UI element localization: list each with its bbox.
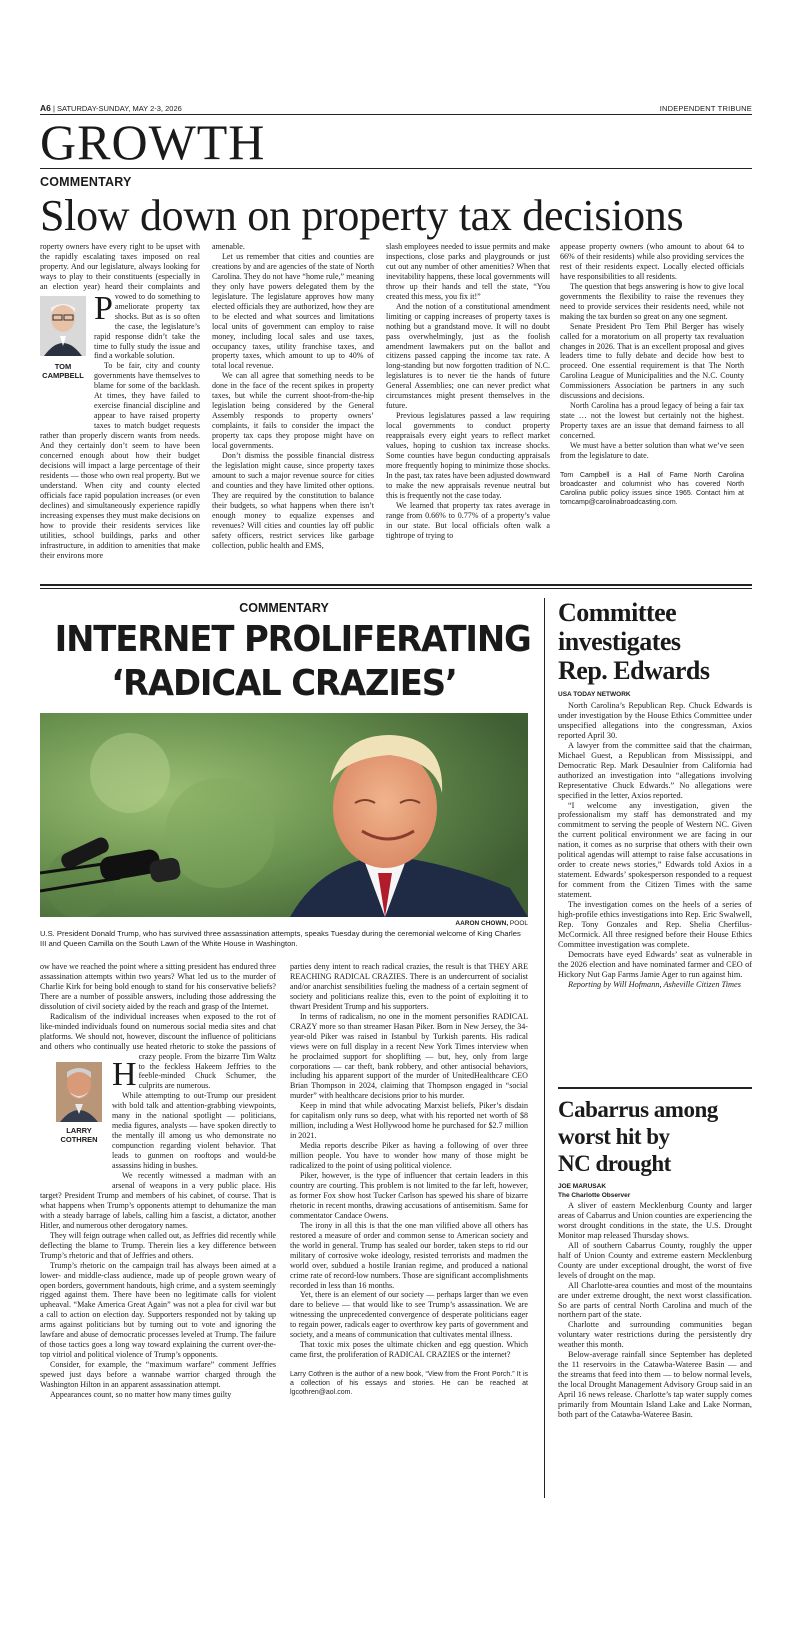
column-divider [544,598,545,1498]
story1-paragraph: slash employees needed to issue permits and make inspections, close parks and playgrounds or just cut out any number of other amenities? When that inevitability happens, these local governments will throw up their hands and tell the state, “You created this mess, you fix it!” [386,242,550,301]
newspaper-page [40,0,752,1638]
story2-col1-text: ow have we reached the point where a sitting president has endured three assassination attempts within two years? What led us to the murder of Charlie Kirk for being bold enough to stand for his conservative beliefs? There are a number of possible answers, including those addressing the dissolution of civil society aided by the reach and grasp of the Internet. [40,962,276,1011]
story1-paragraph: To be fair, city and county governments have themselves to blame for some of the backlash. At times, they have failed to exercise financial discipline and appear to have raised property taxes to match budget requests rather than properly discern wants from needs. And they certainly don’t seem to have been concerned enough about how their budget decisions will impact a large percentage of their residents — those who own real property. But we understand. When city and county elected officials face rapid population increases (or even declines) and simultaneously experience rapidly increasing expenses they must make decisions on how to provide their residents services like utilities, school buildings, parks and other infrastructure, in addition to amenities that make their environs more [40,361,200,560]
story1-column-4 [560,242,744,582]
story1-paragraph: We must have a better solution than what we’ve seen from the legislature to date. [560,441,744,461]
paper-name: INDEPENDENT TRIBUNE [659,104,752,113]
story1-paragraph: Previous legislatures passed a law requiring local governments to conduct property reappraisals every eight years to reflect market values, hoping to cushion tax increase shocks. Some counties have begun conducting appraisals more frequently hoping to minimize those shocks. In the past, tax rates have been adjusted downward to make the new appraisals revenue neutral but this is frequently not the case today. [386,411,550,500]
story2-headline-line-1: INTERNET PROLIFERATING [54,619,531,660]
story3-paragraph: “I welcome any investigation, given the professionalism my staff has demonstrated and my commitment to serving the people of Western NC. Given the current political environment we are facing in our nation, it comes as no surprise that others with their own political agendas will attempt to raise false accusations in order to create news stories,” Edwards told Axios in a statement. Edwards’ spokesperson responded to a request for comment from the Citizen Times with the same statement. [558,800,752,900]
story4-headline-line-3: NC drought [558,1151,671,1176]
story3-paragraph: The investigation comes on the heels of a series of high-profile ethics investigations into Rep. Eric Swalwell, Rep. Tony Gonzales and Rep. Shelia Cherfilus-McCormick. All three resigned before their House Ethics Committee investigation was complete. [558,900,752,949]
story3-byline: USA TODAY NETWORK [558,691,631,698]
story2-paragraph: Radicalism of the individual increases when exposed to the rot of like-minded individuals found on numerous social media sites and chat platforms. We should not, however, discount the influence of politicians and others who continually use heated rhetoric to stoke the passions of crazy people. From the bizarre Tim Waltz to the feckless Hakeem Jeffries to the feeble-minded Chuck Schumer, the culprits are numerous. [40,1011,276,1091]
story2-column-1 [40,962,276,1502]
story1-column-3 [386,242,550,582]
page-divider-thin [40,588,752,589]
larry-cothren-headshot [56,1062,102,1122]
story4-headline-line-2: worst hit by [558,1124,670,1149]
tom-campbell-bio: Tom Campbell is a Hall of Fame North Carolina broadcaster and columnist who has covered North Carolina public policy issues since 1965. Contact him at tomcamp@carolinabroadcasting.com. [560,471,744,506]
story2-dropcap: H [112,1056,137,1093]
story2-column-2 [290,962,528,1502]
story3-headline-line-1: Committee [558,598,677,627]
story4-paragraph: Below-average rainfall since September has depleted the 11 reservoirs in the Catawba-Wateree Basin — and the streams that feed into them — to below normal levels, the local Drought Management Advisory Group said in an April 16 news release. Charlotte’s tap water supply comes primarily from Mountain Island Lake and Lake Norman, both part of the Catawba-Wateree Basin. [558,1350,752,1420]
photo-caption: U.S. President Donald Trump, who has survived three assassination attempts, speaks Tuesday during the ceremonial welcome of King Charles III and Queen Camilla on the South Lawn of the White House in Washington. [40,929,521,948]
story2-paragraph: Piker, however, is the type of influencer that certain leaders in this country are courting. This problem is not limited to the far left, however, as former Fox show host Tucker Carlson has spewed his share of bizarre rhetoric in recent months, drawing accusations of antisemitism. Same for commentator Candace Owens. [290,1171,528,1220]
photo-credit-name: AARON CHOWN, [455,920,509,927]
story2-headline [54,618,531,706]
story1-paragraph: Don’t dismiss the possible financial distress the legislation might cause, since property taxes amount to such a major revenue source for cities and counties and they have limited other options. They are required by the constitution to balance their budgets, so what happens when there isn’t enough money to equalize expenses and revenues? Will cities and counties lay off public safety officers, restrict services like garbage collection, public health and EMS, [212,451,374,550]
story2-paragraph: Keep in mind that while advocating Marxist beliefs, Piker’s disdain for capitalism only runs so deep, what with his reported net worth of $8 million, including a West Hollywood home he purchased for $2.7 million in 2021. [290,1101,528,1141]
story2-paragraph: They will feign outrage when called out, as Jeffries did recently while deflecting the blame to Trump. Therein lies a key difference between Trump’s rhetoric and that of Jeffries and others. [40,1230,276,1260]
story2-paragraph: Consider, for example, the “maximum warfare” comment Jeffries spewed just days before a wannabe warrior charged through the Washington Hilton in an apparent assassination attempt. [40,1360,276,1390]
folio-date: SATURDAY-SUNDAY, MAY 2-3, 2026 [57,104,182,113]
story2-paragraph: In terms of radicalism, no one in the moment personifies RADICAL CRAZY more so than streamer Hasan Piker. Born in New Jersey, the 34-year-old Piker was raised in Istanbul by Turkish parents. His radical views were on full display in a recent New York Times interview when he proclaimed support for shoplifting — but, hey, only from large corporations — car theft, bank robbery, and other antisocial behaviors, including his apparent support of the murder of UnitedHealthcare CEO Brian Thompson in 2024, claiming that Thompson engaged in “social murder” with healthcare decisions prior to his murder. [290,1011,528,1101]
story2-paragraph: Media reports describe Piker as having a following of over three million people. You have to wonder how many of those might be radicalized to the point of using political violence. [290,1141,528,1171]
tom-campbell-headshot [40,296,86,356]
story4-paragraph: A sliver of eastern Mecklenburg County and larger areas of Cabarrus and Union counties are experiencing the worst drought conditions in the state, the U.S. Drought Monitor map released Thursday shows. [558,1201,752,1240]
story4-headline [558,1096,752,1177]
story4-byline [558,1182,630,1200]
story3-paragraph: Democrats have eyed Edwards’ seat as vulnerable in the 2026 election and have nominated farmer and CEO of Hickory Nut Gap Farms Jamie Ager to run against him. [558,949,752,979]
story3-body [558,701,752,1083]
story2-paragraph: While attempting to out-Trump our president with bold talk and attention-grabbing viewpoints, many in the national spotlight — politicians, media figures, analysts — have spoken directly to the mentally ill among us who demonstrate no compunction regarding violent behavior. That leads to gunmen on rooftops and would-be assassins hiding in bushes. [112,1091,276,1171]
story2-paragraph: Appearances count, so no matter how many times guilty [50,1389,232,1399]
story1-paragraph: North Carolina has a proud legacy of being a fair tax state … not the lowest but certainly not the highest. Property taxes are an issue that demand fairness to all concerned. [560,401,744,441]
story2-kicker: COMMENTARY [239,601,329,615]
story1-paragraph: We learned that property tax rates average in range from 0.66% to 0.77% of a property’s value in our state. But local officials often walk a tightrope of trying to [386,500,550,540]
story3-headline-line-3: Rep. Edwards [558,656,710,685]
story4-paragraph: Charlotte and surrounding communities began voluntary water restrictions during the persistently dry weather this month. [558,1320,752,1350]
photo-illustration [40,713,528,917]
story3-paragraph: A lawyer from the committee said that the chairman, Michael Guest, a Republican from Mississippi, and Democratic Rep. Mark Desaulnier from California had authorized an investigation into “allegations involving Representative Chuck Edwards.” No allegations were specified in the letter, Axios reported. [558,740,752,800]
page-number: A6 [40,103,51,113]
story1-dropcap: P [94,290,113,327]
trump-photo [40,713,528,917]
larry-cothren-name [54,1126,104,1144]
story2-headline-line-2: ‘RADICAL CRAZIES’ [111,663,457,704]
folio-separator: | [52,104,58,113]
story1-column-1 [40,242,200,582]
story4-body [558,1201,752,1501]
story2-paragraph: Yet, there is an element of our society — perhaps larger than we even dare to believe — that would like to see Trump’s assassination. We are witnessing the unprecedented convergence of desperate politicians eager to regain power, radicals eager to overthrow key parts of government and society, and a means of communication that cultivates mental illness. [290,1290,528,1340]
story1-paragraph: The question that begs answering is how to give local governments the flexibility to raise the revenues they need to provide services their residents need, while not making the tax burden so great on any one segment. [560,281,744,321]
story1-paragraph: amenable. [212,242,245,251]
tom-campbell-name [38,362,88,380]
story1-headline: Slow down on property tax decisions [40,191,684,240]
story2-paragraph: That toxic mix poses the ultimate chicken and egg question. Which came first, the proliferation of RADICAL CRAZIES or the internet? [290,1340,528,1360]
story1-paragraph: appease property owners (who amount to about 64 to 66% of their residents) while also providing services the rest of their residents expect. Locally elected officials have responsibilities to all residents. [560,242,744,281]
story1-kicker: COMMENTARY [40,175,132,189]
author-last-name: CAMPBELL [42,371,84,380]
author-last-name: COTHREN [60,1135,98,1144]
story3-paragraph: North Carolina’s Republican Rep. Chuck Edwards is under investigation by the House Ethics Committee under unspecified allegations into the congressman, Axios reported April 30. [558,701,752,740]
story1-column-2 [212,242,374,582]
photo-credit-org: POOL [508,920,528,927]
section-rule [40,168,752,169]
story4-paragraph: All of southern Cabarrus County, roughly the upper half of Union County and extreme eastern Mecklenburg County are under exceptional drought, the worst of five levels of drought on the map. [558,1240,752,1280]
headshot-illustration [56,1062,102,1122]
story1-paragraph: Senate President Pro Tem Phil Berger has wisely called for a moratorium on all property tax revaluation changes in 2026. That is an excellent proposal and gives leaders time to fully debate and decide how best to proceed. One essential requirement is that The North Carolina League of Municipalities and the N.C. County Commissioners Association be partners in any such discussions and decisions. [560,321,744,401]
story2-paragraph: parties deny intent to reach radical crazies, the result is that THEY ARE REACHING RADICAL CRAZIES. There is an undercurrent of socialist and/or anarchist sensibilities fueling the madness of a certain segment of society and politicians realize this, even to the point of exploiting it to thwart President Trump and his supporters. [290,962,528,1011]
story3-headline-line-2: investigates [558,627,681,656]
page-divider [40,584,752,586]
section-title: GROWTH [40,114,266,170]
story1-paragraph: We can all agree that something needs to be done in the face of the recent spikes in property taxes, but while the current shoot-from-the-hip legislation being considered by the General Assembly responds to property owners’ complaints, it fails to consider the impact the property tax caps they propose might have on local governments. [212,371,374,451]
sidebar-divider [558,1087,752,1089]
story1-paragraph: And the notion of a constitutional amendment limiting or capping increases of property taxes is nothing but a grandstand move. It will no doubt pass overwhelmingly, just as the foolish amendment lawmakers put on the ballot and citizens passed capping the income tax rate. A long-standing but now forgotten tradition of N.C. legislatures is to never tie the hands of future General Assemblies; one can never predict what circumstances might present themselves in the future. [386,301,550,411]
story1-paragraph: Let us remember that cities and counties are creations by and are agencies of the state of North Carolina. They do not have “home rule,” meaning they only have powers delegated them by the legislature. The legislature approves how many elected officials they are authorized, how they are to be elected and what sources and limitations local units of government can employ to raise money, including local sales and use taxes, occupancy taxes, utility franchise taxes, and property taxes, which amount to up to 40% of total local revenue. [212,251,374,371]
story3-headline [558,598,752,685]
story1-col1-text: roperty owners have every right to be upset with the rapidly escalating taxes imposed on real property. And our legislature, always looking for ways to play to their constituents (especially in an election year) heard their complaints and vowed to do something to ameliorate property tax shocks. But as is so often the case, the legislature’s rapid response didn’t take the time to fully study the issue and find a workable solution. [40,242,200,361]
story2-paragraph: The irony in all this is that the one man vilified above all others has restored a measure of order and common sense to American society and the world in general. Trump has sealed our border, taken steps to rid our military of corrosive woke ideology, resisted terrorists and madmen the world over, subdued a hostile Iranian regime, and produced a national crime rate of record-low numbers. Those are significant accomplishments recorded in less than 16 months. [290,1220,528,1290]
author-first-name: TOM [54,362,72,371]
story2-paragraph: Trump’s rhetoric on the campaign trail has always been aimed at a lower- and middle-class audience, made up of people grown weary of open borders, government handouts, high crime, and a system seemingly rigged against them. There have been no legitimate calls for violent upheaval. “Make America Great Again” was not a plea for civil war but a call to action on election day. Supporters responded not by taking up arms against politicians but by turning out to vote and ignoring the lawfare and abuse of democratic processes leveled at Trump. The failure of those tactics goes a long way toward explaining the current over-the-top vitriol and political violence of Trump’s opponents. [40,1260,276,1360]
story3-reporting-credit: Reporting by Will Hofmann, Asheville Citizen Times [568,979,741,989]
story4-paragraph: All Charlotte-area counties and most of the mountains are under extreme drought, the next worst classification. So are parts of central North Carolina and much of the northern part of the state. [558,1280,752,1320]
story4-byline-name: JOE MARUSAK [558,1183,607,1190]
story2-paragraph: We recently witnessed a madman with an arsenal of weapons in a very public place. His target? President Trump and members of his cabinet, of course. That is what happens when Trump’s opponents attempt to dehumanize the man with a steady barrage of labels, calling him a fascist, a dictator, another Hitler, and numerous other derogatory names. [40,1171,276,1230]
story4-headline-line-1: Cabarrus among [558,1097,718,1122]
photo-credit [40,920,528,927]
larry-cothren-bio: Larry Cothren is the author of a new book, “View from the Front Porch.” It is a collection of his essays and stories. He can be reached at lgcothren@aol.com. [290,1371,528,1397]
author-first-name: LARRY [66,1126,92,1135]
story4-byline-org: The Charlotte Observer [558,1192,631,1199]
headshot-illustration [40,296,86,356]
